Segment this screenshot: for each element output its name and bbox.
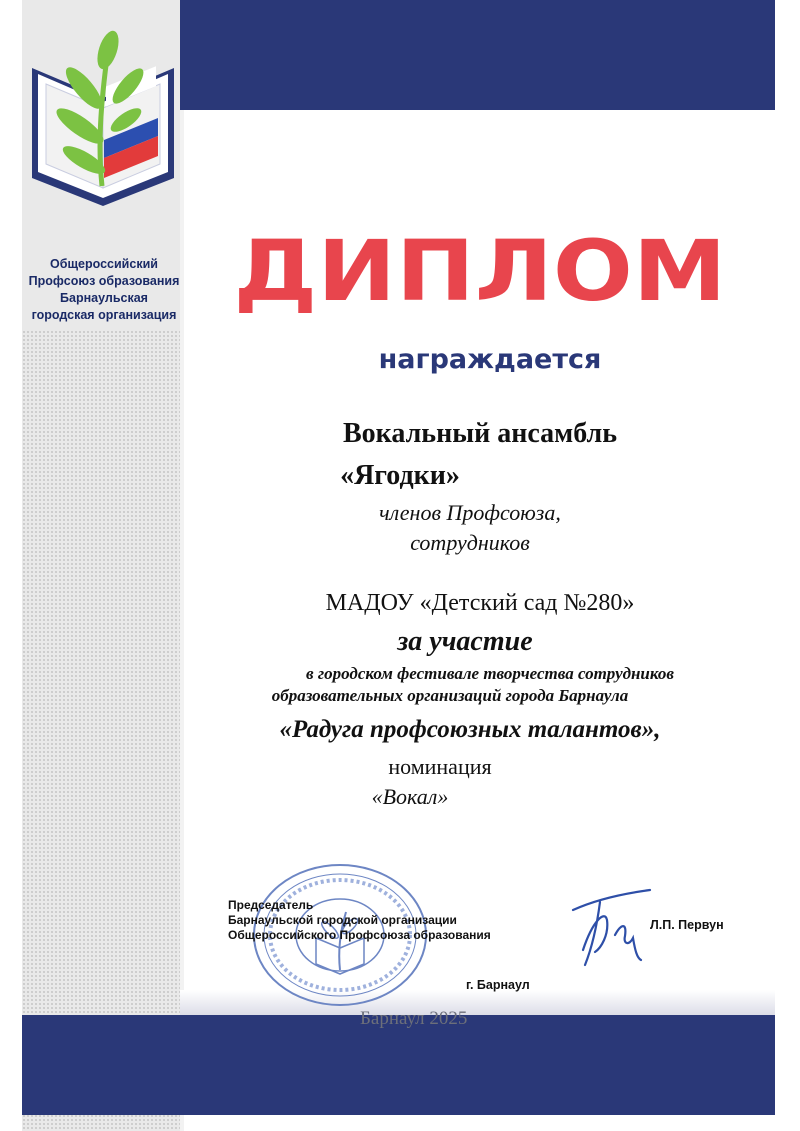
festival-line2: образовательных организаций города Барнаула — [271, 686, 629, 705]
city-label: г. Барнаул — [466, 978, 530, 992]
signer-title — [228, 898, 491, 943]
organization-line: Профсоюз образования — [28, 274, 180, 288]
recipient-members-line1: членов Профсоюза, — [379, 500, 561, 525]
diploma-title: ДИПЛОМ — [233, 222, 727, 320]
signer-title-line: Общероссийского Профсоюза образования — [228, 928, 491, 942]
place-year-label: Барнаул 2025 — [360, 1008, 468, 1029]
participation-label: за участие — [397, 626, 533, 657]
festival-name: «Радуга профсоюзных талантов», — [279, 716, 661, 743]
handwritten-signature-icon — [565, 880, 655, 970]
awarded-label: награждается — [378, 344, 602, 375]
organization-line: городская организация — [31, 308, 177, 322]
recipient-institution: МАДОУ «Детский сад №280» — [325, 590, 635, 616]
union-logo-icon — [28, 28, 178, 208]
recipient-name-line2: «Ягодки» — [340, 460, 460, 491]
organization-line: Общероссийский — [50, 257, 158, 271]
bottom-navy-band — [22, 1015, 775, 1115]
organization-line: Барнаульская — [60, 291, 148, 305]
signer-title-line: Председатель — [228, 898, 314, 912]
signer-title-line: Барнаульской городской организации — [228, 913, 457, 927]
festival-line1: в городском фестивале творчества сотрудников — [306, 664, 674, 683]
signer-name: Л.П. Первун — [650, 918, 724, 932]
organization-name — [26, 256, 182, 324]
top-navy-band — [180, 0, 775, 110]
side-strip-texture — [22, 330, 180, 1131]
nomination-value: «Вокал» — [371, 784, 449, 809]
recipient-members-line2: сотрудников — [410, 530, 530, 555]
nomination-label: номинация — [388, 754, 492, 779]
recipient-name-line1: Вокальный ансамбль — [342, 418, 618, 449]
